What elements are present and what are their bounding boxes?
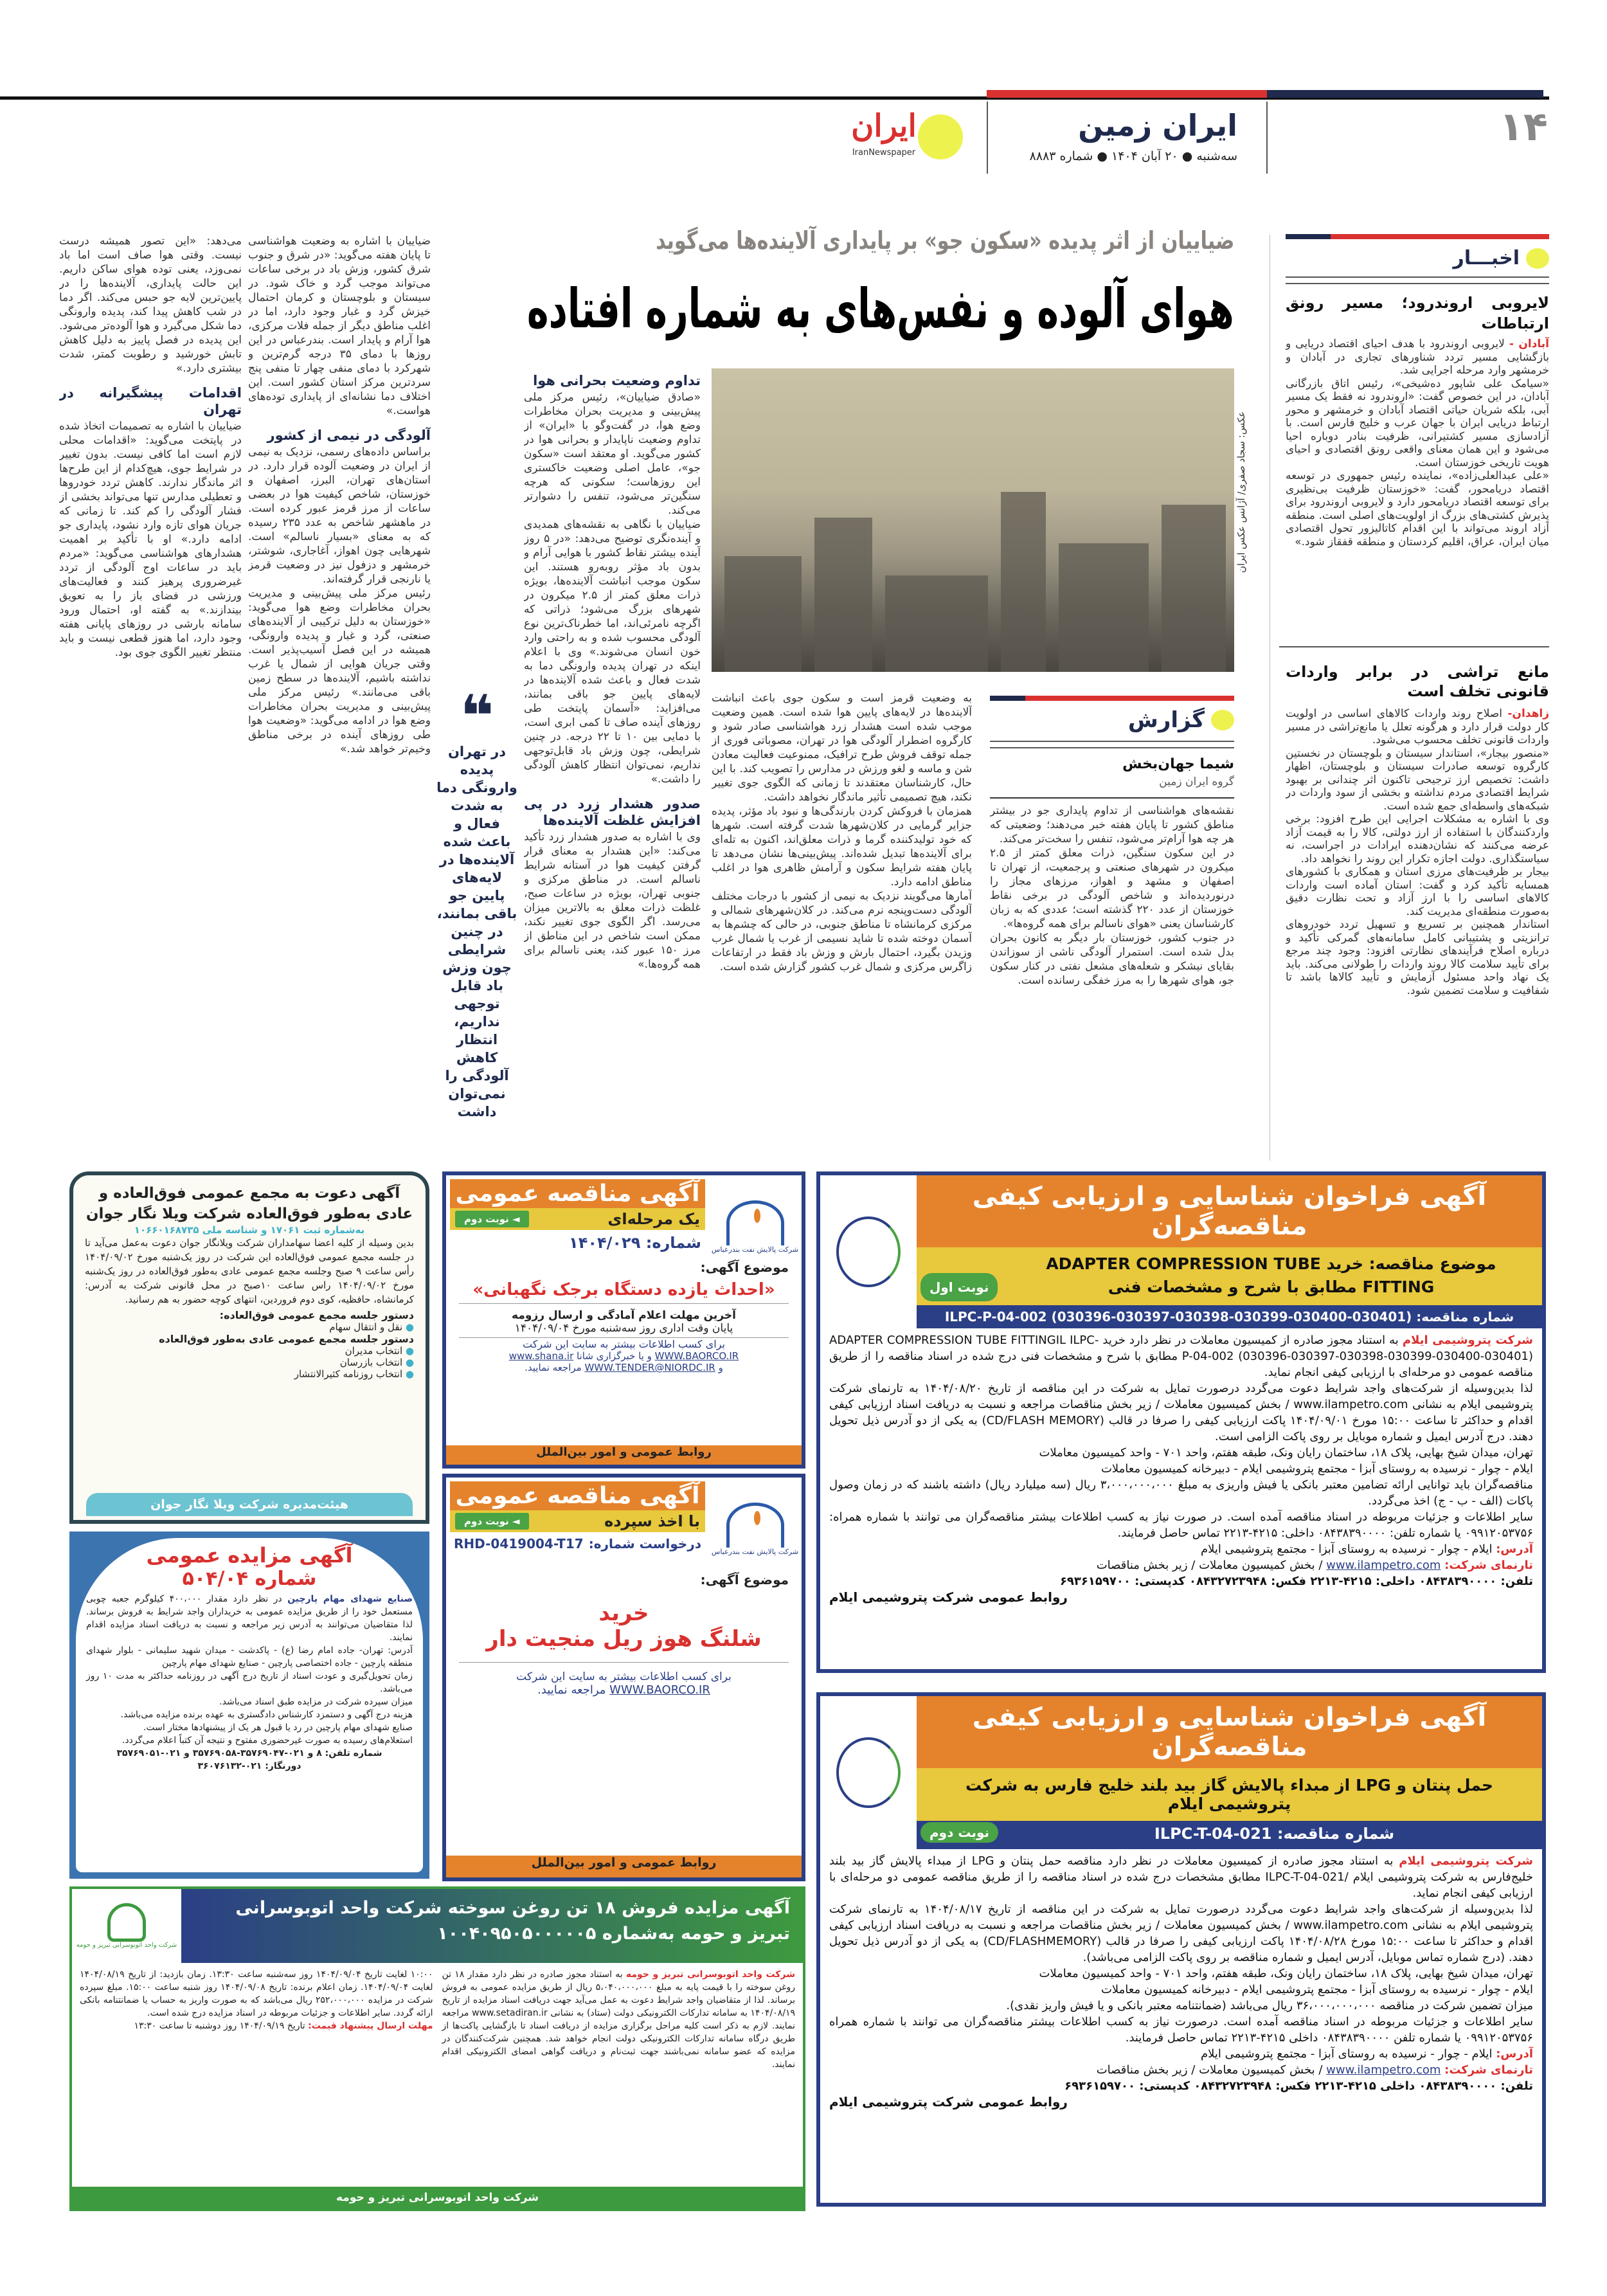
ad-footer: روابط عمومی و امور بین‌الملل <box>446 1445 802 1465</box>
ad-subject: «احداث یازده دستگاه برجک نگهبانی» <box>459 1280 789 1304</box>
ad-body <box>820 1328 1542 1609</box>
ad-ilam-tender-1 <box>816 1171 1546 1673</box>
paragraph: سایر اطلاعات و جزئیات مربوطه در اسناد مناقصه آمده است. درصورت نیاز به کسب اطلاعات بیشتر مناقصه‌گران می توانند با شماره همراه ۰۹۹۱۲۰۵۳۷۵۶ یا شماره تلفن ۰۸۴۳۸۳۹۰۰۰۰ داخلی ۴۲۱۵-۲۲۱۳ تماس حاصل فرمایند. <box>829 2015 1533 2045</box>
paragraph: تهران، میدان شیخ بهایی، پلاک ۱۸، ساختمان رایان ونک، طبقه هفتم، واحد ۷۰۱ - واحد کمیسیون معاملات <box>1039 1967 1533 1980</box>
paragraph: آدرس: تهران- جاده امام رضا (ع) - پاکدشت - میدان شهید سلیمانی - بلوار شهدای منطقه پارچین - جاده اختصاصی پارچین - صنایع شهدای مهام پارچین <box>86 1645 413 1668</box>
pull-quote-text: در تهران پدیده وارونگی دما به شدت فعال و باعث شده آلاینده‌ها در لایه‌های پایین جو باقی بمانند، در چنین شرایطی چون وزش باد قابل توجهی نداریم، انتظار کاهش آلودگی را نمی‌توان داشت <box>436 744 517 1119</box>
address: ایلام - چوار - نرسیده به روستای آبزا - مجتمع پتروشیمی ایلام <box>1201 2047 1493 2061</box>
top-rule-navy <box>1267 90 1543 98</box>
author-group: گروه ایران زمین <box>1159 775 1234 788</box>
text: و <box>715 1362 723 1373</box>
phone: شماره تلفن: ۸ و ۰۲۱-۳۵۷۶۹۰۴۷-۳۵۷۶۹۰۵۸ و ۰۲۱-۳۵۷۶۹۰۵۱ <box>116 1748 382 1758</box>
ad-subject: حمل پنتان و LPG از مبداء پالایش گاز بید بلند خلیج فارس به شرکت پتروشیمی ایلام <box>917 1768 1542 1821</box>
paragraph: بیجار بر ظرفیت‌های مرزی استان و همکاری با کشورهای همسایه تأکید کرد و گفت: استان آماده است واردات کالاهای اساسی را با ارز آزاد و تحت نظارت دقیق به‌صورت منطقه‌ای مدیریت کند. <box>1286 865 1549 918</box>
ad-body <box>820 1849 1542 2114</box>
paragraph: ایلام - چوار - نرسیده به روستای آبزا - مجتمع پتروشیمی ایلام - دبیرخانه کمیسیون معاملات <box>1100 1983 1533 1996</box>
text: مراجعه نمایید. <box>525 1362 585 1373</box>
company-name: شرکت پتروشیمی ایلام <box>1402 1333 1533 1347</box>
text: انتخاب بازرسان <box>339 1357 403 1368</box>
info: برای کسب اطلاعات بیشتر به سایت این شرکت <box>516 1670 732 1683</box>
stage: با اخذ سپرده <box>604 1512 700 1530</box>
subject-label: موضوع آگهی: <box>700 1260 789 1275</box>
ad-title: آگهی دعوت به مجمع عمومی فوق‌العاده و عادی به‌طور فوق‌العاده شرکت ویلا نگار جوان <box>85 1185 413 1222</box>
label: درخواست شماره: <box>588 1536 701 1551</box>
report-header <box>990 707 1234 733</box>
article-subtitle: ضیاییان از اثر پدیده «سکون جو» بر پایداری آلاینده‌ها می‌گوید <box>655 226 1234 255</box>
ad-footer: روابط عمومی و امور بین‌الملل <box>446 1856 802 1877</box>
subject-label: موضوع آگهی: <box>700 1572 789 1587</box>
ad-title: آگهی فراخوان شناسایی و ارزیابی کیفی مناقصه‌گران <box>917 1175 1542 1247</box>
logo-caption: شرکت پالایش نفت بندرعباس <box>711 1547 799 1556</box>
ad-title: آگهی مناقصه عمومی <box>450 1481 705 1510</box>
top-rule-red <box>987 90 1267 98</box>
registration: به‌شماره ثبت ۱۷۰۶۱ و شناسه ملی ۱۰۶۶۰۱۶۸۷۳۵ <box>134 1224 365 1236</box>
paragraph: به استناد مجوز صادره از کمیسیون معاملات در نظر دارد مناقصه حمل پنتان و LPG از مبداء پالایش گاز بید بلند خلیج‌فارس به شرکت پتروشیمی ایلام /ILPC-T-04-021 مطابق مشخصات درج شده در اسناد مناقصه را از طریق مناقصه عمومی دو مرحله‌ای با ارزیابی کیفی انجام نماید. <box>829 1854 1533 1900</box>
paragraph: سایر اطلاعات و جزئیات مربوطه در اسناد مناقصه آمده است. در صورت نیاز به کسب اطلاعات بیشتر مناقصه‌گران می توانند با شماره همراه: ۰۹۹۱۲۰۵۳۷۵۶ یا شماره تلفن: ۰۸۴۳۸۳۹۰۰۰۰ داخلی: ۴۲۱۵-۲۲۱۳ تماس حاصل فرمایند. <box>829 1510 1533 1540</box>
text: مراجعه نمایید. <box>537 1683 610 1697</box>
article-column <box>59 234 242 1128</box>
paragraph: نقشه‌های هواشناسی از تداوم پایداری جو در بیشتر مناطق کشور تا پایان هفته خبر می‌دهند؛ وضعیتی که هر چه هوا آرام‌تر می‌شود، تنفس را سخت‌تر می‌کند. <box>990 804 1234 845</box>
website-link[interactable]: www.shana.ir <box>508 1350 574 1362</box>
company-name: صنایع شهدای مهام پارچین <box>287 1594 413 1604</box>
paragraph: لذا بدین‌وسیله از شرکت‌های واجد شرایط دعوت می‌گردد درصورت تمایل به شرکت در این مناقصه از تاریخ ۱۴۰۴/۰۸/۱۷ به تارنمای شرکت پتروشیمی ایلام به نشانی www.ilampetro.com / بخش کمیسیون معاملات / زیر بخش مناقصات مراجعه و نسبت به دریافت اسناد ارزیابی کیفی اقدام و حداکثر تا ساعت ۱۵:۰۰ مورخ ۱۴۰۴/۰۸/۲۸ پاکت ارزیابی کیفی را صرفا در قالب (CD/FLASHMEMORY) به یکی از دو آدرس ذیل تحویل دهند. (درج شماره تماس موبایل، آدرس ایمیل و شماره مناقصه بر روی پاکت الزامی می‌باشد). <box>829 1903 1534 1964</box>
agenda-item <box>85 1321 414 1333</box>
article-column <box>712 691 972 1128</box>
paragraph: براساس داده‌های رسمی، نزدیک به نیمی از ایران در وضعیت آلوده قرار دارد. در استان‌های تهران، البرز، اصفهان و خوزستان، شاخص کیفیت هوا در بعضی ساعات از مرز قرمز عبور کرده است. در ماهشهر شاخص به عدد ۲۳۵ رسیده که به معنای «بسیار ناسالم» است. شهرهایی چون اهواز، آغاجاری، شوشتر، خرمشهر و دزفول نیز در وضعیت قرمز یا نارنجی قرار گرفته‌اند. <box>248 446 431 586</box>
news-item <box>1286 662 1549 1164</box>
paragraph: به وضعیت قرمز است و سکون جوی باعث انباشت آلاینده‌ها در لایه‌های پایین هوا شده است. همین وضعیت موجب شده است هشدار زرد هواشناسی صادر شود و کارگروه اضطرار آلودگی هوا در تهران، مصوباتی فوری از جمله توقف فروش طرح ترافیک، ممنوعیت فعالیت معادن شن و ماسه و لغو ورزش در مدارس را تصویب کند. با این حال، کارشناسان معتقدند تا زمانی که الگوی جوی تغییر نکند، هیچ تصمیمی تأثیر ماندگار نخواهد داشت. <box>712 692 972 804</box>
paragraph: هزینه درج آگهی و دستمزد کارشناس دادگستری به عهده برنده مزایده می‌باشد. <box>120 1710 413 1720</box>
ad-subject-text: موضوع مناقصه: خرید ADAPTER COMPRESSION TUBE FITTING مطابق با شرح و مشخصات فنی <box>1046 1254 1496 1296</box>
news-bar-navy <box>1286 234 1331 239</box>
dateline: زاهدان- <box>1507 707 1549 720</box>
ad-stage <box>450 1510 705 1532</box>
newspaper-logo-sub: IranNewspaper <box>852 148 916 158</box>
refinery-logo-icon <box>726 1503 784 1548</box>
ad-mahham-auction <box>69 1532 429 1879</box>
agenda-item <box>85 1357 414 1368</box>
label: مهلت ارسال پیشنهاد قیمت: <box>308 2021 433 2031</box>
paragraph: می‌دهد: «این تصور همیشه درست نیست. وقتی هوا صاف است اما باد نمی‌وزد، یعنی توده هوای ساکن داریم. این حالت پایداری، آلاینده‌ها را در پایین‌ترین لایه جو حبس می‌کند. اگر دما در شب کاهش پیدا کند، پدیده وارونگی دما شکل می‌گیرد و هوا آلوده‌تر می‌شود. این پدیده در فصل پاییز به دلیل کاهش تابش خورشید و رطوبت کمتر، شدت بیشتری دارد.» <box>59 235 242 375</box>
paragraph: «علی عبدالعلی‌زاده»، نماینده رئیس جمهوری در توسعه اقتصاد دریامحور، گفت: «خوزستان ظرفیت بی‌نظیری برای توسعه اقتصاد دریامحور دارد و لایروبی اروندرود برای پذیرش کشتی‌های بزرگ از اولویت‌های اصلی است. منطقه آزاد اروند می‌تواند با این اقدام کاتالیزور تحول اقتصادی میان ایران، عراق، اقلیم کردستان و منطقه قفقاز شود.» <box>1286 469 1549 548</box>
ad-subject: شلنگ هوز ریل منجیت دار <box>459 1626 789 1663</box>
logo-caption: شرکت واحد اتوبوسرانی تبریز و حومه <box>76 1942 177 1949</box>
phone-line: تلفن: ۰۸۴۳۸۳۹۰۰۰۰ داخلی: ۴۲۱۵-۲۲۱۳ فکس: ۰۸۴۳۲۷۲۳۹۴۸ کدپستی: ۶۹۳۶۱۵۹۷۰۰ <box>1059 1575 1533 1588</box>
ad-footer: هیئت‌مدیره شرکت ویلا نگار جوان <box>86 1493 413 1516</box>
ad-footer: روابط عمومی شرکت پتروشیمی ایلام <box>829 1589 1068 1605</box>
round-badge: نوبت اول <box>920 1273 998 1301</box>
text: انتخاب مدیران <box>345 1345 403 1357</box>
ad-villa-negar-assembly <box>69 1171 429 1524</box>
round-badge: ◄ نوبت دوم <box>455 1513 529 1530</box>
article-column <box>524 368 701 1128</box>
paragraph: وی با اشاره به مشکلات اجرایی این طرح افزود: برخی واردکنندگان با استفاده از ارز دولتی، کالا را به قیمت آزاد عرضه می‌کنند که نشان‌دهنده ایرادات در اجراست، نه سیاستگذاری. دولت اجازه تکرار این روند را نخواهد داد. <box>1286 813 1549 865</box>
ad-title: آگهی مزایده فروش ۱۸ تن روغن سوخته شرکت واحد اتوبوسرانی تبریز و حومه به‌شماره ۱۰۰۴۰۹۵۰۵۰۰۰۰۰۵ <box>181 1889 803 1963</box>
bus-company-logo-icon <box>107 1903 146 1942</box>
paragraph: ضیاییان با نگاهی به نقشه‌های همدیدی و آینده‌نگری توضیح می‌دهد: «در ۵ روز آینده بیشتر نقاط کشور با هوایی آرام و بدون باد مؤثر روبه‌رو هستند. این سکون موجب انباشت آلاینده‌ها، بویژه ذرات معلق کمتر از ۲.۵ میکرون در شهرهای بزرگ می‌شود؛ ذراتی که اگرچه نامرئی‌اند، اما خطرناک‌ترین نوع آلودگی محسوب شده و به راحتی وارد خون انسان می‌شوند.» وی با اعلام اینکه در تهران پدیده وارونگی دما به شدت فعال و باعث شده آلاینده‌ها در لایه‌های پایین جو باقی بمانند، می‌افزاید: «آسمان پایتخت طی روزهای آینده صاف تا کمی ابری است، با دمایی بین ۱۰ تا ۲۲ درجه. در چنین شرایطی، چون وزش باد قابل‌توجهی نداریم، نمی‌توان انتظار کاهش آلودگی را داشت.» <box>524 518 701 786</box>
ad-number: شماره: ۱۴۰۴/۰۲۹ <box>569 1234 701 1252</box>
news-header <box>1286 247 1549 269</box>
paragraph: «منصور بیجار»، استاندار سیستان و بلوچستان در نخستین کارگروه توسعه صادرات سیستان و بلوچستان، اظهار داشت: تخصیص ارز ترجیحی تاکنون اثر چندانی بر بهبود شرایط اقتصادی مردم نداشته و بخشی از سود واردات در شبکه‌های واسطه‌ای جمع شده است. <box>1286 746 1549 813</box>
text: انتخاب روزنامه کثیرالانتشار <box>294 1368 403 1380</box>
paragraph: استعلام‌های رسیده به صورت غیرحضوری مفتوح و نتیجه آن کتباً اعلام می‌گردد. <box>121 1735 413 1746</box>
ad-body: بدین وسیله از کلیه اعضا سهامداران شرکت ویلانگار جوان دعوت به‌عمل می‌آید تا در جلسه مجمع عمومی فوق‌العاده این شرکت در روز یک‌شنبه مورخ ۱۴۰۴/۰۹/۰۲ رأس ساعت ۹ صبح وجلسه مجمع عمومی عادی به‌طور فوق‌العاده در روز یک‌شنبه مورخ ۱۴۰۴/۰۹/۰۲ راس ساعت ۱۰صبح در محل قانونی شرکت به آدرس: کرمانشاه، حافظیه، کوی دوم فروردین، انتهای کوچه حضور به هم رسانید. <box>85 1237 414 1305</box>
page-number: ۱۴ <box>1499 103 1548 150</box>
ad-title: آگهی فراخوان شناسایی و ارزیابی کیفی مناقصه‌گران <box>917 1696 1542 1768</box>
agenda-item <box>85 1345 414 1357</box>
company-name: شرکت واحد اتوبوسرانی تبریز و حومه <box>625 1969 795 1980</box>
paragraph: میزان سپرده شرکت در مزایده طبق اسناد می‌باشد. <box>219 1697 413 1707</box>
text: و یا خبرگزاری شانا <box>573 1350 655 1362</box>
paragraph: ۱۰:۰۰ لغایت تاریخ ۱۴۰۴/۰۹/۰۴ روز سه‌شنبه ساعت ۱۳:۳۰. زمان بازدید: از تاریخ ۱۴۰۴/۰۸/۱۹ لغایت ۱۴۰۴/۰۹/۰۴. زمان اعلام برنده: تاریخ ۱۴۰۴/۰۹/۰۸ روز شنبه ساعت ۱۵:۰۰. مبلغ سپرده شرکت در مزایده ۲۵۲،۰۰۰،۰۰۰ ریال می‌باشد که به صورت واریز به حساب یا ضمانتنامه بانکی ارائه گردد. سایر اطلاعات و جزئیات مربوطه در اسناد مزایده درج شده است. <box>80 1969 433 2018</box>
info: برای کسب اطلاعات بیشتر به سایت این شرکت <box>523 1338 725 1350</box>
paragraph: در این سکون سنگین، ذرات معلق کمتر از ۲.۵ میکرون در شهرهای صنعتی و پرجمعیت، از تهران تا اصفهان و مشهد و اهواز، مرزهای مجاز را درنوردیده‌اند و شاخص آلودگی در برخی نقاط خوزستان از عدد ۲۲۰ گذشته است؛ عددی که به زبان کارشناسان یعنی «هوای ناسالم برای همه گروه‌ها». <box>990 847 1234 930</box>
paragraph: به استناد مجوز صادره در نظر دارد مقدار ۱۸ تن روغن سوخته را با قیمت پایه به مبلغ ۵،۰۴۰،۰۰۰،۰۰۰ ریال از طریق مزایده عمومی به فروش برساند. لذا از متقاضیان واجد شرایط دعوت به عمل می‌آید جهت دریافت اسناد مزایده از تاریخ ۱۴۰۴/۰۸/۱۹ به سامانه تدارکات الکترونیکی دولت (ستاد) به نشانی www.setadiran.ir مراجعه نمایند. لازم به ذکر است کلیه مراحل برگزاری مزایده از دریافت اسناد تا بازگشایی پاکت‌ها از طریق درگاه سامانه تدارکات الکترونیکی دولت انجام خواهد شد. همچنین شرکت‌کنندگان در مزایده که عضو سامانه نمی‌باشند جهت ثبت‌نام و دریافت گواهی امضای الکترونیکی اقدام نمایند. <box>442 1969 796 2070</box>
company-logo <box>820 1175 917 1328</box>
website-link[interactable]: WWW.BAORCO.IR <box>609 1683 710 1697</box>
article-intro <box>990 804 1234 1128</box>
bullet-icon: ● <box>405 1345 414 1357</box>
paragraph: صنایع شهدای مهام پارچین در رد یا قبول هر یک از پیشنهادها مختار است. <box>143 1722 413 1733</box>
ad-title: آگهی مناقصه عمومی <box>450 1179 705 1208</box>
paragraph: در نظر دارد مقدار ۴۰۰،۰۰۰ کیلوگرم جعبه چوبی مستعمل خود را از طریق مزایده عمومی به خریداران واجد شرایط به فروش برساند. لذا متقاضیان می‌توانند به آدرس زیر مراجعه و نسبت به دریافت اسناد مزایده اقدام نمایند. <box>86 1594 413 1643</box>
report-label: گزارش <box>1127 707 1205 733</box>
company-logo <box>72 1889 181 1963</box>
website-link[interactable]: WWW.BAORCO.IR <box>654 1350 739 1362</box>
newspaper-logo[interactable]: ایران <box>851 108 917 144</box>
paragraph: در جنوب کشور، خوزستان بار دیگر به کانون بحران بدل شده است. استمرار آلودگی ناشی از سوزاندن بقایای نیشکر و شعله‌های مشعل نفتی در کنار سکون جو، هوای شهرها را به مرز خفگی رسانده است. <box>990 932 1234 987</box>
deadline: پایان وقت اداری روز سه‌شنبه مورخ ۱۴۰۴/۰۹/۰۴ <box>459 1322 789 1338</box>
ad-tabriz-bus-auction <box>69 1886 805 2211</box>
fax: دورنگار: ۰۲۱-۳۶۰۷۶۱۳۲ <box>197 1761 301 1771</box>
round-badge: نوبت دوم <box>920 1822 998 1843</box>
paragraph: زمان تحویل‌گیری و عودت اسناد از تاریخ درج آگهی در روزنامه حداکثر به مدت ۱۰ روز می‌باشد. <box>86 1671 413 1694</box>
bullet-icon: ● <box>405 1357 414 1368</box>
ad-number: شماره ۵۰۴/۰۴ <box>182 1568 317 1590</box>
round-badge: ◄ نوبت دوم <box>455 1211 529 1227</box>
ad-title: آگهی مزایده عمومی <box>146 1543 353 1568</box>
paragraph: ضیاییان با اشاره به تصمیمات اتخاذ شده در پایتخت می‌گوید: «اقدامات محلی لازم است اما کافی نیست. بدون تغییر در شرایط جوی، هیچ‌کدام از این طرح‌ها اثر ماندگار ندارند. کاهش تردد خودروها و تعطیلی مدارس تنها می‌تواند بخشی از فشار آلودگی را کم کند. تا زمانی که جریان هوای تازه وارد نشود، پایداری جو ادامه دارد.» او با تأکید بر اهمیت هشدارهای هواشناسی می‌گوید: «مردم باید در ساعات اوج آلودگی از تردد غیرضروری پرهیز کنند و فعالیت‌های ورزشی در فضای باز را به تعویق بیندازند.» به گفته او، احتمال ورود سامانه بارشی در روزهای پایانی هفته وجود دارد، اما هنوز قطعی نیست و باید منتظر تغییر الگوی جوی بود. <box>59 420 242 659</box>
ad-subject <box>917 1247 1542 1305</box>
yellow-dot-icon <box>1526 248 1549 269</box>
double-rule <box>990 741 1234 748</box>
report-bar <box>990 696 1234 701</box>
paragraph: استاندار همچنین بر تسریع و تسهیل تردد خودروهای ترانزیتی و پشتیبانی کامل سامانه‌های گمرکی تأکید و درباره اصلاح فرآیندهای نظارتی افزود: وجود چند مرجع برای تأیید سلامت کالا روند واردات را طولانی می‌کند. باید یک نهاد واحد مسئول آزمایش و تأیید کالاها باشد تا شفافیت و سلامت تضمین شود. <box>1286 918 1549 997</box>
website-link[interactable]: WWW.TENDER@NIORDC.IR <box>584 1362 715 1373</box>
dateline: آبادان - <box>1509 338 1549 350</box>
company-name: شرکت پتروشیمی ایلام <box>1399 1854 1533 1868</box>
company-logo <box>708 1478 802 1580</box>
double-rule <box>1286 276 1549 284</box>
quote-icon: ❝ <box>460 691 494 750</box>
paragraph: رئیس مرکز ملی پیش‌بینی و مدیریت بحران مخاطرات وضع هوا می‌گوید: «خوزستان به دلیل ترکیبی از آلاینده‌های صنعتی، گرد و غبار و پدیده وارونگی، همیشه در این فصل آسیب‌پذیر است. وقتی جریان هوایی از شمال یا غرب نداشته باشیم، آلاینده‌ها در سطح زمین باقی می‌مانند.» رئیس مرکز ملی پیش‌بینی و مدیریت بحران مخاطرات وضع هوا در ادامه می‌گوید: «وضعیت هوا طی روزهای آینده در برخی مناطق وخیم‌تر خواهد شد.» <box>248 587 431 755</box>
label: تارنمای شرکت: <box>1444 1559 1533 1572</box>
label: آدرس: <box>1496 2047 1533 2061</box>
website-link[interactable]: www.ilampetro.com <box>1326 2063 1441 2077</box>
stage: یک مرحله‌ای <box>607 1210 700 1228</box>
label: آدرس: <box>1496 1542 1533 1556</box>
divider <box>1279 646 1549 647</box>
refinery-logo-icon <box>726 1200 784 1245</box>
paragraph: میزان تضمین شرکت در مناقصه ۳۶،۰۰۰،۰۰۰،۰۰۰ ریال می‌باشد (ضمانتنامه معتبر بانکی و یا فیش واریز نقدی). <box>1006 1999 1533 2012</box>
deadline: تاریخ ۱۴۰۴/۰۹/۱۹ روز دوشنبه تا ساعت ۱۳:۳۰ <box>134 2021 309 2031</box>
text: / بخش کمیسیون معاملات / زیر بخش مناقصات <box>1096 1559 1323 1572</box>
paragraph: لذا بدین‌وسیله از شرکت‌های واجد شرایط دعوت می‌گردد درصورت تمایل به شرکت در این مناقصه از تاریخ ۱۴۰۴/۰۸/۲۰ به تارنمای شرکت پتروشیمی ایلام به نشانی www.ilampetro.com / بخش کمیسیون معاملات / زیر بخش مناقصات مراجعه و نسبت به دریافت اسناد ارزیابی کیفی اقدام و حداکثر تا ساعت ۱۵:۰۰ مورخ ۱۴۰۴/۰۹/۰۱ پاکت ارزیابی کیفی را صرفا در قالب (CD/FLASH MEMORY) به یکی از دو آدرس ذیل تحویل دهند. درج آدرس ایمیل و شماره موبایل بر روی پاکت الزامی است. <box>829 1382 1534 1443</box>
article-photo <box>712 368 1234 672</box>
deadline: آخرین مهلت اعلام آمادگی و ارسال رزومه <box>512 1309 736 1322</box>
paragraph: آمارها می‌گویند نزدیک به نیمی از کشور با درجات مختلف آلودگی دست‌وپنجه نرم می‌کند. در کلان‌شهرهای شمالی و مرکزی کرمانشاه تا مناطق جنوبی، در حالی که چشم‌ها به آسمان دوخته شده تا شاید نسیمی از غرب یا شمال غرب وزیدن بگیرد، احتمال بارش و وزش باد فقط در ارتفاعات زاگرس مرکزی و شمال غرب کشور گزارش شده است. <box>712 890 972 973</box>
paragraph: ایلام - چوار - نرسیده به روستای آبزا - مجتمع پتروشیمی ایلام - دبیرخانه کمیسیون معاملات <box>1100 1462 1533 1476</box>
website-link[interactable]: www.ilampetro.com <box>1326 1559 1441 1572</box>
divider <box>990 797 1234 799</box>
text: / بخش کمیسیون معاملات / زیر بخش مناقصات <box>1096 2063 1323 2077</box>
yellow-dot-icon <box>1211 710 1234 730</box>
article-column <box>248 234 431 1128</box>
news-label: اخبـــار <box>1453 247 1520 269</box>
article-headline[interactable]: هوای آلوده و نفس‌های به شماره افتاده <box>527 277 1234 340</box>
paragraph: ضیاییان با اشاره به وضعیت هواشناسی تا پایان هفته می‌گوید: «در شرق و جنوب شرق کشور، وزش باد در برخی ساعات می‌تواند موجب گرد و خاک شود. در سیستان و بلوچستان و کرمان احتمال خیزش گرد و غبار وجود دارد، اما در اغلب مناطق دیگر از جمله فلات مرکزی، هوا آرام و پایدار است. بندرعباس در این روزها با دمای ۳۵ درجه گرم‌ترین و شهرکرد با دمای منفی چهار تا منفی پنج سردترین مرکز استان کشور است. این اختلاف دما نشانه‌ای از پایداری توده‌های هواست.» <box>248 235 431 417</box>
paragraph: تهران، میدان شیخ بهایی، پلاک ۱۸، ساختمان رایان ونک، طبقه هفتم، واحد ۷۰۱ - واحد کمیسیون معاملات <box>1039 1446 1533 1460</box>
ad-footer: شرکت واحد اتوبوسرانی تبریز و حومه <box>72 2187 803 2209</box>
address: ایلام - چوار - نرسیده به روستای آبزا - مجتمع پتروشیمی ایلام <box>1201 1542 1493 1556</box>
ad-body <box>72 1963 803 2185</box>
paragraph: وی با اشاره به صدور هشدار زرد تأکید می‌کند: «این هشدار به معنای قرار گرفتن کیفیت هوا در آستانه شرایط ناسالم است. در مناطق مرکزی و جنوبی تهران، بویژه در ساعات صبح، غلظت ذرات معلق به بالاترین میزان می‌رسد. اگر الگوی جوی تغییر نکند، ممکن است شاخص در این مناطق از مرز ۱۵۰ عبور کند، یعنی ناسالم برای همه گروه‌ها.» <box>524 831 701 971</box>
photo-caption: عکس: سجاد صفری/ آژانس عکس ایران <box>1235 411 1247 574</box>
date-line: سه‌شنبه ● ۲۰ آبان ۱۴۰۴ ● شماره ۸۸۸۳ <box>1029 149 1237 163</box>
paragraph: همزمان با فروکش کردن بارندگی‌ها و نبود باد مؤثر، پدیده جزایر گرمایی در کلان‌شهرها شدت گرفته است. شهرها که خود تولیدکننده گرما و ذرات معلق‌اند، اکنون به تله‌ای برای آلاینده‌ها تبدیل شده‌اند. پیش‌بینی‌ها نشان می‌دهد تا پایان هفته شرایط سکون و آرامش ظاهری هوا در اغلب مناطق ادامه دارد. <box>712 805 972 889</box>
pull-quote <box>436 691 518 1121</box>
company-logo <box>708 1175 802 1278</box>
section-heading: آلودگی در نیمی از کشور <box>267 428 431 443</box>
agenda-item <box>85 1368 414 1380</box>
paragraph: مناقصه‌گران باید توانایی ارائه تضامین معتبر بانکی یا فیش واریزی به مبلغ ۳،۰۰۰،۰۰۰،۰۰۰ ریال (سه میلیارد ریال) داشته باشند که در زمان وصول پاکات (الف - ب - ج) اخذ می‌گردد. <box>829 1478 1533 1508</box>
section-heading: اقدامات پیشگیرانه در تهران <box>59 385 242 417</box>
petrochem-logo-icon <box>836 1216 901 1287</box>
section-heading: تداوم وضعیت بحرانی هوا <box>533 373 701 388</box>
paragraph: «صادق ضیاییان»، رئیس مرکز ملی پیش‌بینی و مدیریت بحران مخاطرات وضع هوا، در گفت‌وگو با «ایران» از تداوم وضعیت ناپایدار و بحرانی هوا در کشور می‌گوید. او معتقد است «سکون جو»، عامل اصلی وضعیت خاکستری این روزهاست؛ سکونی که هرچه سنگین‌تر می‌شود، تنفس را دشوارتر می‌کند. <box>524 391 701 517</box>
bullet-icon: ● <box>405 1368 414 1380</box>
news-title[interactable]: مانع تراشی در برابر واردات قانونی تخلف است <box>1286 663 1549 700</box>
logo-caption: شرکت پالایش نفت بندرعباس <box>711 1245 799 1254</box>
logo-circle-icon <box>918 114 963 159</box>
label: تارنمای شرکت: <box>1444 2063 1533 2077</box>
author-name: شیما جهان‌بخش <box>1122 756 1234 772</box>
tender-number: شماره مناقصه: ILPC-P-04-002 (030396-030397-030398-030399-030400-030401) <box>917 1305 1542 1328</box>
ad-baorco-tender-2 <box>442 1474 805 1881</box>
divider <box>1266 102 1268 174</box>
paragraph: به استناد مجوز صادره از کمیسیون معاملات در نظر دارد خرید ADAPTER COMPRESSION TUBE FITTINGIL ILPC-P-04-002 (030396-030397-030398-030399-030400-030401) مطابق با شرح و مشخصات فنی درج شده در اسناد مناقصه را از طریق مناقصه عمومی دو مرحله‌ای با ارزیابی کیفی انجام نماید. <box>829 1333 1533 1379</box>
ad-baorco-tender-1 <box>442 1171 805 1469</box>
ad-footer: روابط عمومی شرکت پتروشیمی ایلام <box>829 2094 1068 2110</box>
petrochem-logo-icon <box>836 1737 901 1808</box>
agenda-title: دستور جلسه مجمع عمومی عادی به‌طور فوق‌العاده <box>159 1333 414 1345</box>
news-item <box>1286 293 1549 640</box>
section-title: ایران زمین <box>1078 108 1237 143</box>
report-bar-navy <box>990 696 1025 701</box>
ad-body <box>86 1593 413 1773</box>
bullet-icon: ● <box>405 1321 414 1333</box>
news-title[interactable]: لایروبی اروندرود؛ مسیر رونق ارتباطات <box>1286 294 1549 332</box>
section-heading: صدور هشدار زرد در پی افزایش غلظت آلاینده‌ها <box>524 796 701 828</box>
agenda-title: دستور جلسه مجمع عمومی فوق‌العاده: <box>219 1309 414 1321</box>
company-logo <box>820 1696 917 1849</box>
tender-number: شماره مناقصه: ILPC-T-04-021 <box>1154 1825 1395 1843</box>
ad-stage <box>450 1208 705 1230</box>
tender-number-band <box>917 1821 1542 1849</box>
text: نقل و انتقال سهام <box>329 1321 403 1333</box>
paragraph: اصلاح روند واردات کالاهای اساسی در اولویت کار دولت قرار دارد و هرگونه تعلل یا مانع‌تراشی در مسیر واردات قانونی تخلف محسوب می‌شود. <box>1286 707 1549 746</box>
phone-line: تلفن: ۰۸۴۳۸۳۹۰۰۰۰ داخلی ۴۲۱۵-۲۲۱۳ فکس: ۰۸۴۳۲۷۲۳۹۴۸ کدپستی: ۶۹۳۶۱۵۹۷۰۰ <box>1064 2079 1533 2093</box>
ad-subject: خرید <box>598 1600 649 1626</box>
paragraph: لایروبی اروندرود با هدف احیای اقتصاد دریایی و بازگشایی مسیر تردد شناورهای تجاری در آبادان و خرمشهر وارد مرحله اجرایی شد. <box>1286 338 1549 377</box>
ad-ilam-tender-2 <box>816 1692 1546 2207</box>
request-number <box>450 1532 705 1555</box>
paragraph: «سیامک علی شاپور ده‌شیخی»، رئیس اتاق بازرگانی آبادان، در این خصوص گفت: «اروندرود نه فقط یک مسیر آبی، بلکه شریان حیاتی اقتصاد آبادان و خرمشهر و محور ارتباط دریایی ایران با جهان عرب و خلیج فارس است. با آزادسازی مسیر کشتیرانی، ظرفیت بنادر دوباره احیا می‌شود و این همان معنای واقعی رونق اقتصادی و احیای هویت تاریخی خوزستان است. <box>1286 377 1549 469</box>
value: RHD-0419004-T17 <box>454 1536 584 1551</box>
divider <box>987 102 988 174</box>
